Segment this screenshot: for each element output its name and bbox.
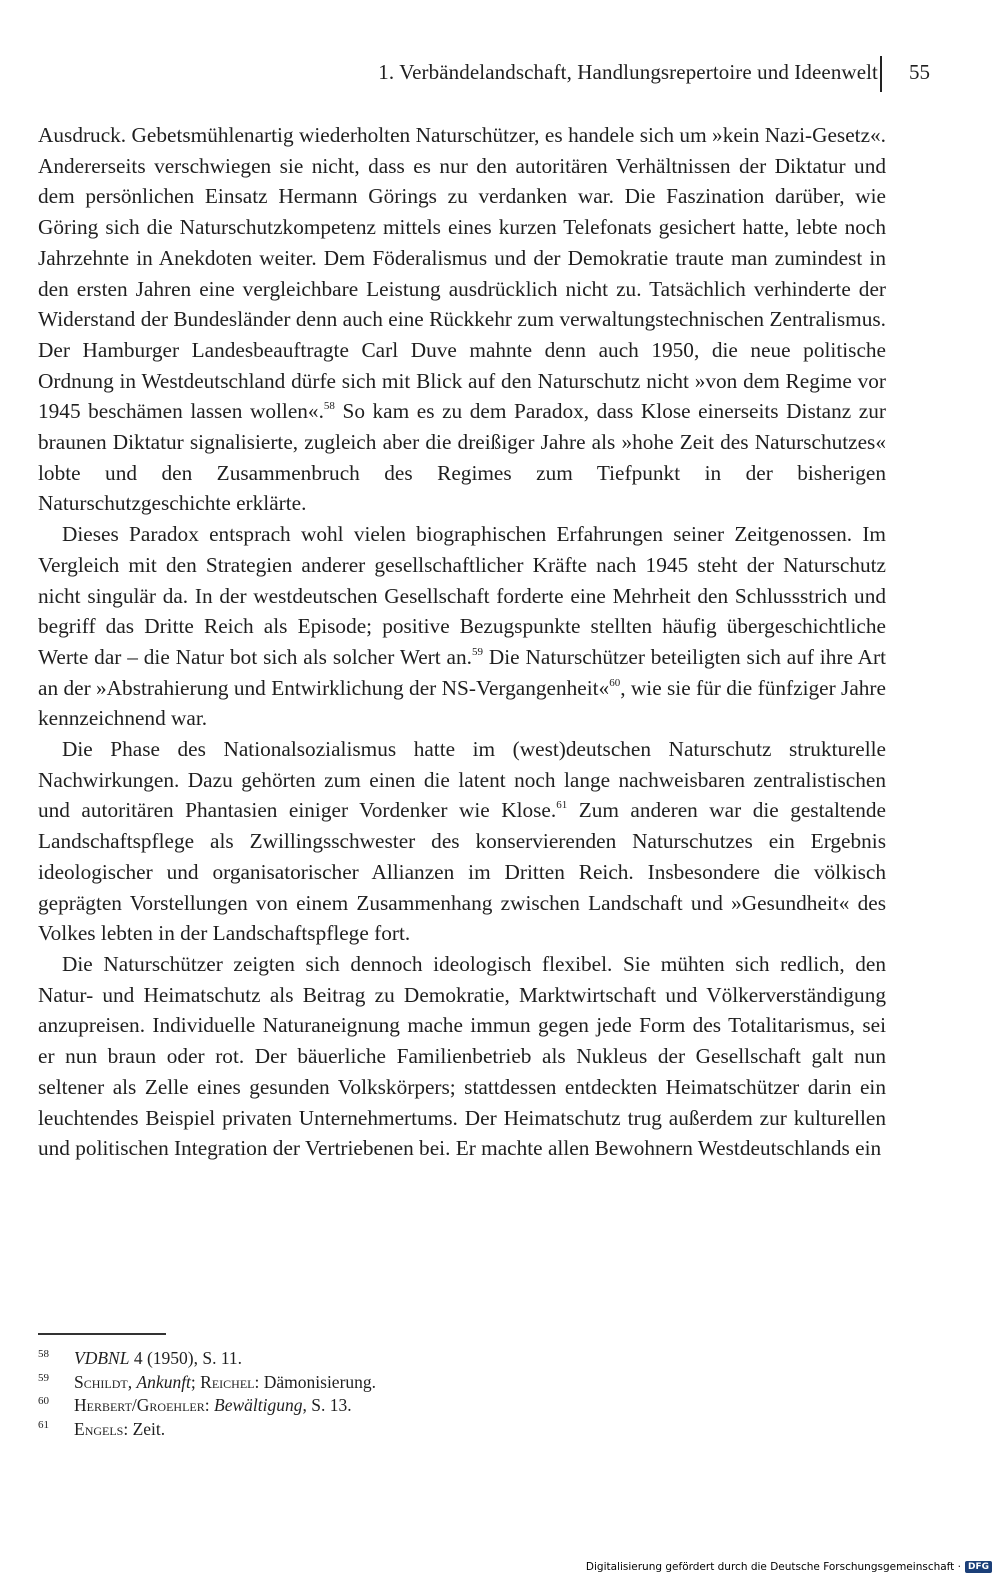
running-head [0, 56, 930, 96]
footnote-58 [38, 1347, 638, 1371]
footnote-text: , [127, 1371, 137, 1392]
footnote-number: 61 [38, 1418, 49, 1431]
dfg-logo-icon: DFG [965, 1561, 992, 1573]
footnote-ref-59[interactable]: 59 [471, 645, 483, 658]
footnote-60 [38, 1394, 638, 1418]
header-divider [880, 56, 882, 92]
footnote-text: 4 (1950), S. 11. [129, 1348, 243, 1368]
paragraph-1-text-a: Ausdruck. Gebetsmühlenartig wiederholten Naturschützer, es handele sich um »kein Nazi-Gesetz«. Andererseits verschwiegen sie nicht, dass es nur den autoritären Verhältnissen der Diktatur und dem persönlichen Einsatz Hermann Görings zu verdanken war. Die Faszination darüber, wie Göring sich die Naturschutzkompetenz mittels eines kurzen Telefonats gesichert hatte, lebte noch Jahrzehnte in Anekdoten weiter. Dem Föderalismus und der Demokratie traute man zumindest in den ersten Jahren eine vergleichbare Leistung ausdrücklich nicht zu. Tatsächlich verhinderte der Widerstand der Bundesländer denn auch eine Rückkehr zum verwaltungstechnischen Zentralismus. Der Hamburger Landesbeauftragte Carl Duve mahnte denn auch 1950, die neue politische Ordnung in Westdeutschland dürfe sich mit Blick auf den Naturschutz nicht »von dem Regime vor 1945 beschämen lassen wollen«. [38, 123, 886, 424]
footnote-ref-61[interactable]: 61 [556, 799, 568, 812]
footnotes [38, 1347, 638, 1441]
footnote-title: Bewältigung [214, 1395, 303, 1415]
footnote-text: : [204, 1395, 214, 1415]
paragraph-2-text-a: Dieses Paradox entsprach wohl vielen biographischen Erfahrungen seiner Zeitgenossen. Im Vergleich mit den Strategien anderer gesellschaftlicher Kräfte nach 1945 steht der Naturschutz nicht singulär da. In der westdeutschen Gesellschaft forderte eine Mehrheit den Schlussstrich und begriff das Dritte Reich als Episode; positive Bezugspunkte stellten häufig übergeschichtliche Werte dar – die Natur bot sich als solcher Wert an. [38, 522, 886, 669]
running-title: 1. Verbändelandschaft, Handlungsrepertoire und Ideenwelt [378, 60, 878, 84]
paragraph-3-text-b: Zum anderen war die gestaltende Landschaftspflege als Zwillingsschwester des konservierenden Naturschutzes ein Ergebnis ideologischer und organisatorischer Allianzen im Dritten Reich. Insbesondere die völkisch geprägten Vorstellungen von einem Zusammenhang zwischen Landschaft und »Gesundheit« des Volkes lebten in der Landschaftspflege fort. [38, 798, 886, 946]
paragraph-1-text-b: So kam es zu dem Paradox, dass Klose einerseits Distanz zur braunen Diktatur signalisierte, zugleich aber die dreißiger Jahre als »hohe Zeit des Naturschutzes« lobte und den Zusammenbruch des Regimes zum Tiefpunkt in der bisherigen Naturschutzgeschichte erklärte. [38, 399, 886, 516]
paragraph-2 [38, 519, 886, 734]
footnote-text: ; [190, 1371, 201, 1392]
footnote-ref-60[interactable]: 60 [609, 676, 621, 689]
footnote-author: Engels [74, 1418, 124, 1439]
page-number: 55 [909, 60, 930, 84]
footnote-source: VDBNL [74, 1348, 130, 1368]
footnote-ref-58[interactable]: 58 [323, 400, 335, 413]
footnote-author: Reichel [200, 1371, 255, 1392]
footnote-61 [38, 1418, 638, 1442]
footnote-number: 60 [38, 1395, 49, 1407]
main-text [38, 120, 886, 1164]
paragraph-2-text-b: Die Naturschützer beteiligten sich auf ihre Art an der »Abstrahierung und Entwirklichung der NS-Vergangenheit« [38, 644, 887, 700]
footnote-59 [38, 1371, 638, 1395]
digitization-credit [586, 1561, 992, 1573]
credit-text: Digitalisierung gefördert durch die Deutsche Forschungsgemeinschaft · [585, 1561, 961, 1573]
footnote-number: 58 [38, 1348, 49, 1360]
paragraph-1 [38, 120, 886, 519]
footnote-title: Ankunft [136, 1371, 191, 1392]
footnote-author: Schildt [74, 1371, 128, 1392]
footnote-number: 59 [38, 1371, 49, 1384]
footnote-text: , S. 13. [302, 1395, 352, 1415]
paragraph-4 [38, 949, 886, 1164]
paragraph-4-text-a: Die Naturschützer zeigten sich dennoch ideologisch flexibel. Sie mühten sich redlich, den Natur- und Heimatschutz als Beitrag zu Demokratie, Marktwirtschaft und Völkerverständigung anzupreisen. Individuelle Naturaneignung mache immun gegen jede Form des Totalitarismus, sei er nun braun oder rot. Der bäuerliche Familienbetrieb als Nukleus der Gesellschaft galt nun seltener als Zelle eines gesunden Volkskörpers; stattdessen entdeckten Heimatschützer darin ein leuchtendes Beispiel privaten Unternehmertums. Der Heimatschutz trug außerdem zur kulturellen und politischen Integration der Vertriebenen bei. Er machte allen Bewohnern Westdeutschlands ein [38, 951, 886, 1161]
footnote-text: : Zeit. [123, 1418, 166, 1439]
paragraph-3-text-a: Die Phase des Nationalsozialismus hatte im (west)deutschen Naturschutz strukturelle Nachwirkungen. Dazu gehörten zum einen die latent noch lange nachweisbaren zentralistischen und autoritären Phantasien einiger Vordenker wie Klose. [38, 737, 886, 823]
footnote-text: : Dämonisierung. [254, 1371, 377, 1392]
paragraph-3 [38, 734, 886, 949]
paragraph-2-text-c: , wie sie für die fünfziger Jahre kennzeichnend war. [38, 675, 886, 731]
footnote-divider [38, 1333, 166, 1335]
footnote-author: Herbert/Groehler [74, 1395, 205, 1415]
